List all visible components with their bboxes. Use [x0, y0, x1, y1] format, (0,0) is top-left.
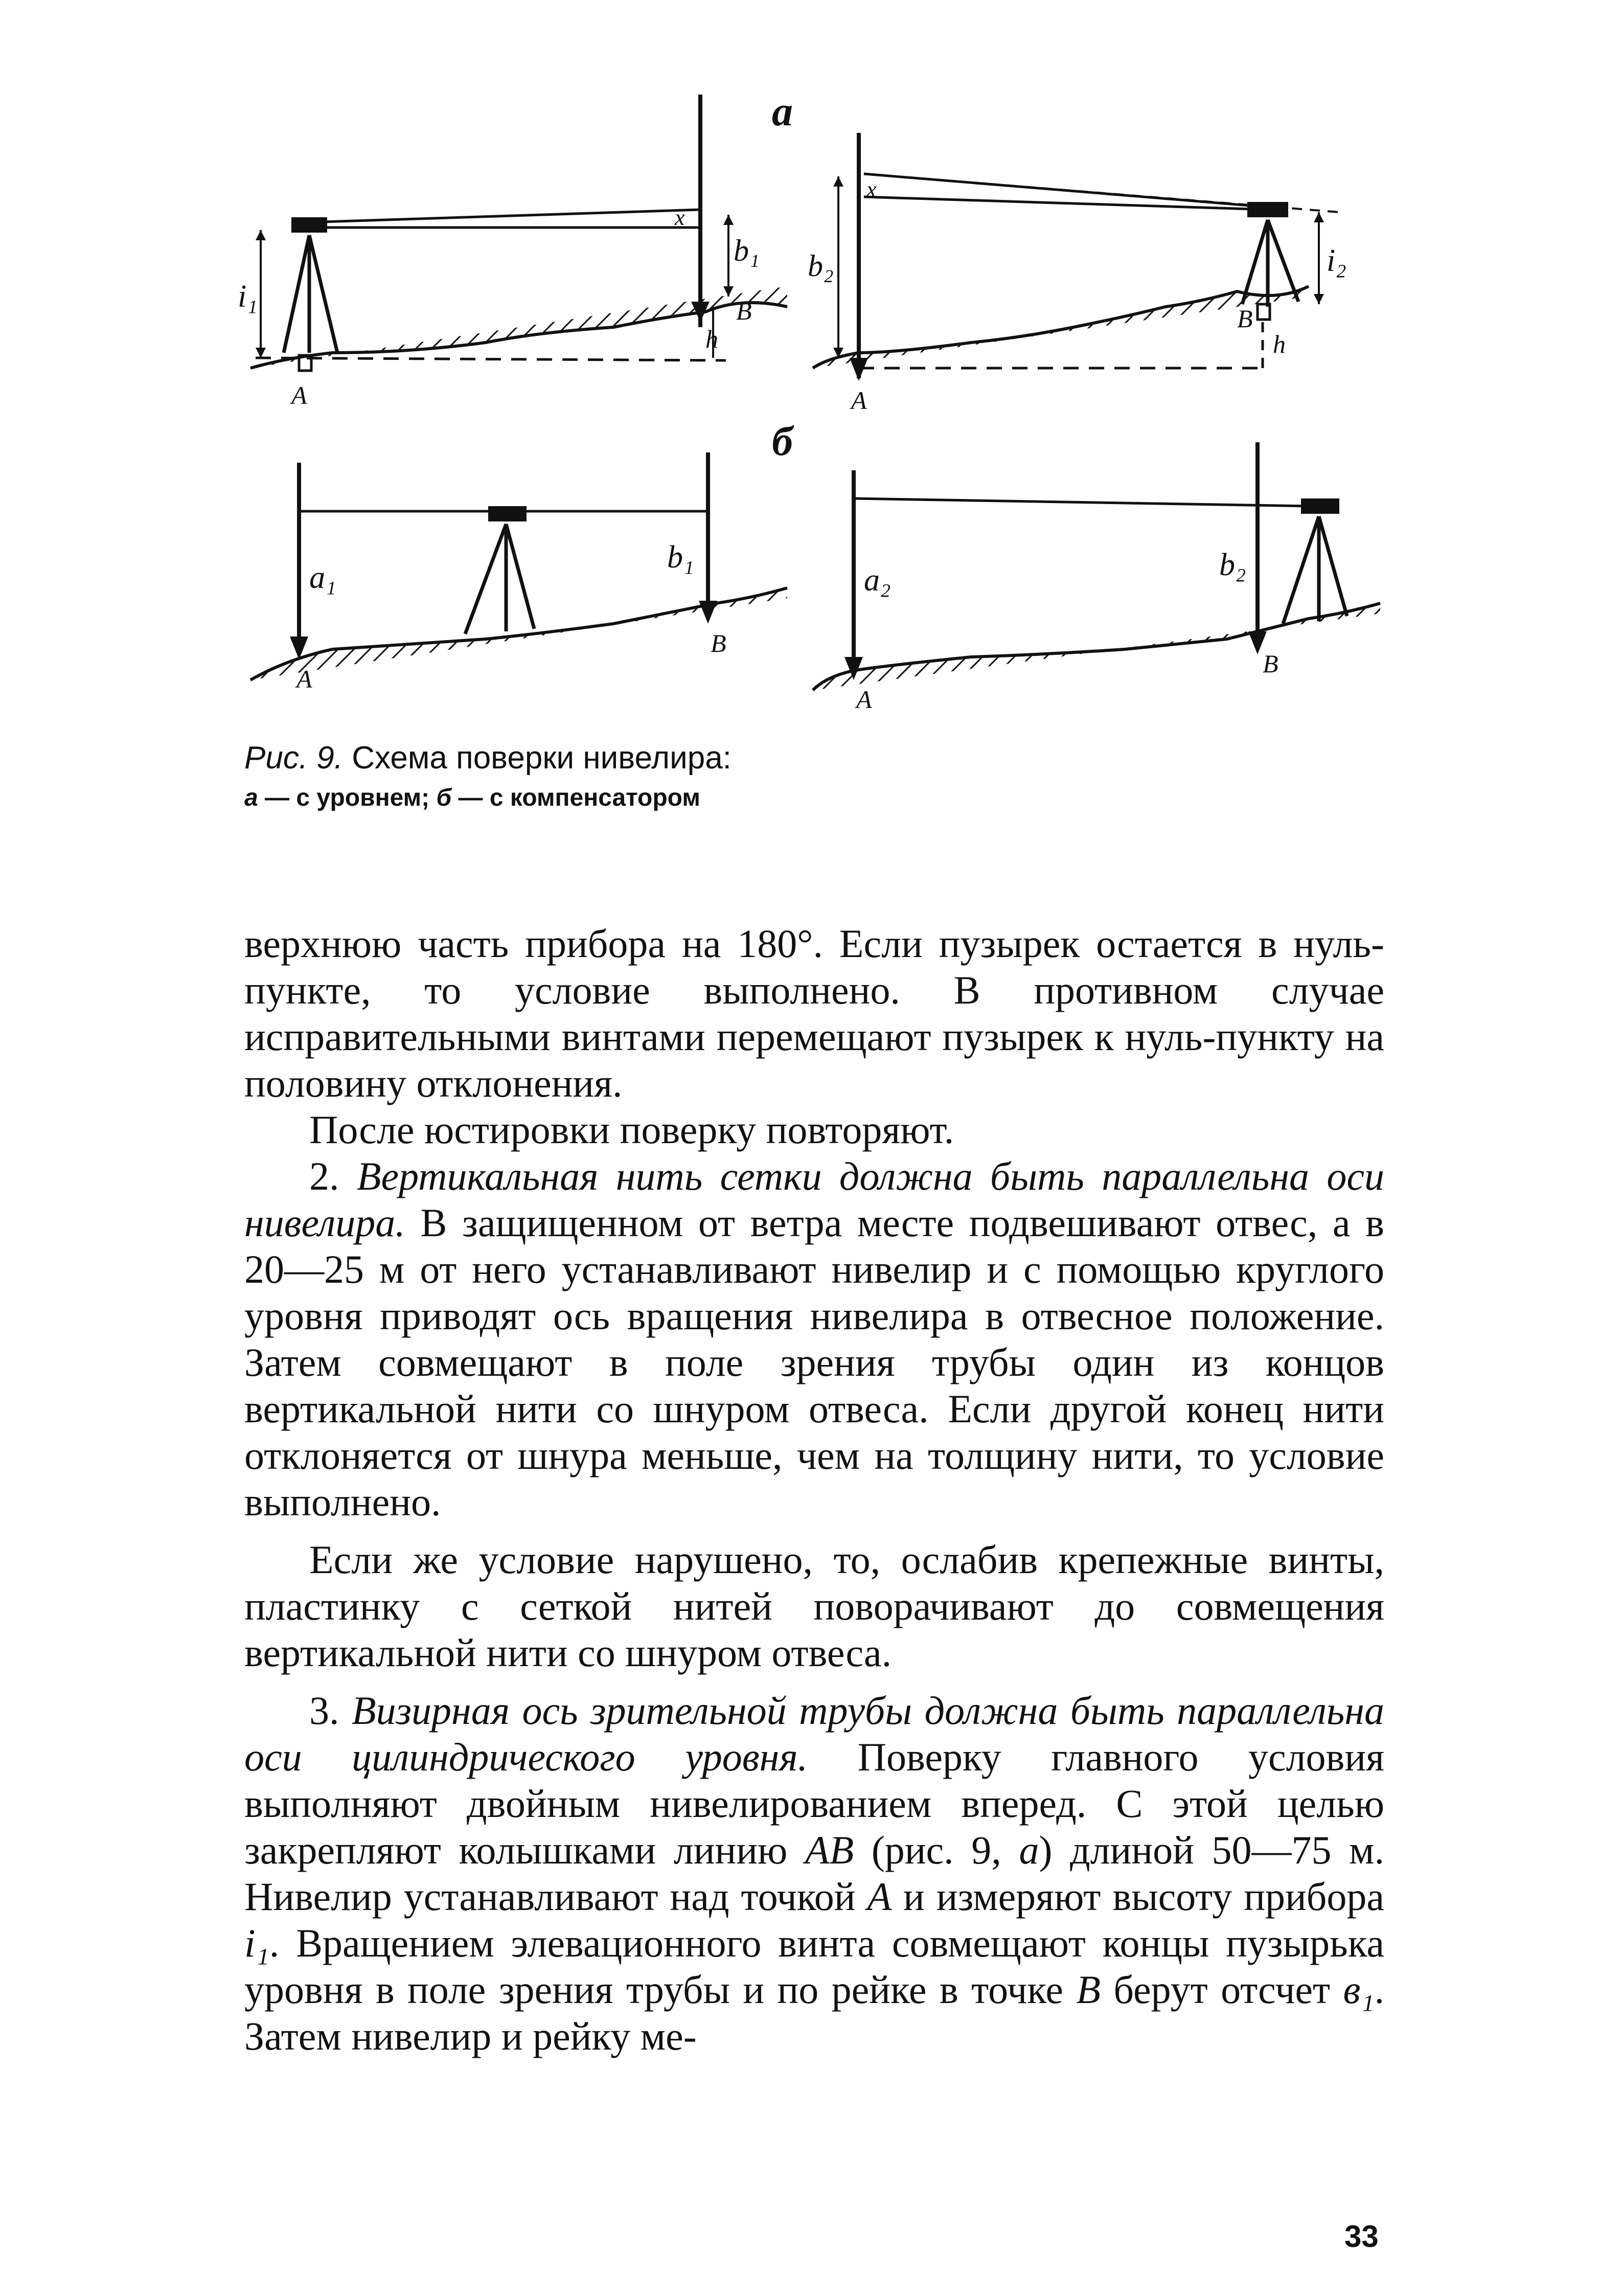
label-b2-b: b₂	[1219, 548, 1246, 582]
p5-text-a: Поверку главного условия выполняют двойным нивелированием вперед. С этой целью закрепляют колышками линию	[244, 1735, 1384, 1872]
p5-text-g: . Затем нивелир и рейку ме-	[244, 1967, 1384, 2058]
figure-9	[0, 0, 1622, 726]
p5-point-b: В	[1076, 1967, 1101, 2012]
label-b2-a: b₂	[808, 249, 834, 283]
label-A-b-left: A	[296, 665, 312, 693]
label-B-b-right: B	[1263, 649, 1278, 678]
panel-a-left	[238, 95, 787, 410]
label-B-b-left: B	[711, 629, 726, 657]
label-a1: a₁	[309, 560, 336, 595]
label-b1-b: b₁	[667, 540, 694, 575]
p5-condition: Визирная ось зрительной трубы должна быть параллельна оси цилиндрического уровня.	[244, 1688, 1384, 1779]
caption-legend-b-text: — с компенсатором	[451, 784, 700, 811]
figure-caption	[244, 736, 1062, 816]
caption-title-line	[244, 736, 1062, 780]
panel-a-letter: а	[772, 88, 793, 134]
p5-fig-ref: а	[1019, 1828, 1039, 1872]
paragraph-5	[244, 1687, 1384, 2059]
p5-text-e: . Вращением элевационного винта совмещают концы пузырька уровня в поле зрения трубы и по рейке в точке	[244, 1921, 1384, 2012]
p3-text: В защищенном от ветра месте подвешивают отвес, а в 20—25 м от него устанавливают нивелир и с помощью круглого уровня приводят ось вращения нивелира в отвесное положение. Затем совмещают в поле зрения трубы один из концов вертикальной нити со шнуром отвеса. Если другой конец нити отклоняется от шнура меньше, чем на толщину нити, то условие выполнено.	[244, 1200, 1384, 1524]
caption-title: Схема поверки нивелира:	[352, 740, 732, 776]
label-i1-left: i₁	[238, 279, 258, 314]
label-i2: i₂	[1327, 243, 1346, 278]
paragraph-1: верхнюю часть прибора на 180°. Если пузырек остается в нуль-пункте, то условие выполнено. В противном случае исправительными винтами перемещают пузырек к нуль-пункту на половину отклонения.	[244, 921, 1384, 1105]
p3-number: 2.	[309, 1154, 357, 1198]
caption-legend-b-letter: б	[436, 784, 452, 811]
p5-i1: i₁	[244, 1921, 269, 1965]
p5-text-d: и измеряют высоту прибора	[892, 1874, 1384, 1919]
caption-label: Рис. 9.	[244, 740, 343, 776]
label-a2: a₂	[864, 563, 891, 598]
label-h-a-left: h	[705, 325, 718, 353]
label-B-a-right: B	[1237, 304, 1253, 333]
caption-legend-a-text: — с уровнем;	[258, 784, 437, 811]
p3-condition: Вертикальная нить сетки должна быть параллельна оси нивелира.	[244, 1154, 1384, 1245]
label-B-a-left: B	[736, 297, 752, 325]
caption-legend-line	[244, 780, 1062, 816]
label-A-a-right: A	[851, 386, 867, 415]
p5-number: 3.	[309, 1688, 352, 1733]
label-h-a-right: h	[1273, 330, 1286, 358]
panel-b-left	[250, 452, 787, 693]
p5-b1: в₁	[1343, 1967, 1375, 2012]
panel-b-right	[813, 442, 1380, 714]
label-x-left: x	[675, 205, 685, 230]
p5-text-c: ) длиной 50—75 м. Нивелир устанавливают над точкой	[244, 1828, 1385, 1919]
caption-legend-a-letter: а	[244, 784, 258, 811]
label-A-b-right: A	[856, 685, 872, 714]
paragraph-4: Если же условие нарушено, то, ослабив крепежные винты, пластинку с сеткой нитей поворачивают до совмещения вертикальной нити со шнуром отвеса.	[244, 1537, 1384, 1675]
label-A-a-left: A	[291, 381, 307, 410]
p5-text-f: берут отсчет	[1101, 1967, 1343, 2012]
p5-text-b: (рис. 9,	[854, 1828, 1019, 1872]
label-x-right: x	[866, 177, 877, 202]
panel-b-letter: б	[772, 418, 793, 464]
p5-line-ab: АВ	[805, 1828, 854, 1872]
p5-point-a: А	[867, 1874, 892, 1919]
label-b1-a: b₁	[734, 234, 760, 267]
panel-a-right	[808, 133, 1346, 415]
paragraph-2: После юстировки поверку повторяют.	[309, 1107, 954, 1152]
paragraph-3	[244, 1153, 1384, 1525]
body-text	[244, 920, 1384, 2059]
page-number: 33	[1344, 2219, 1379, 2254]
